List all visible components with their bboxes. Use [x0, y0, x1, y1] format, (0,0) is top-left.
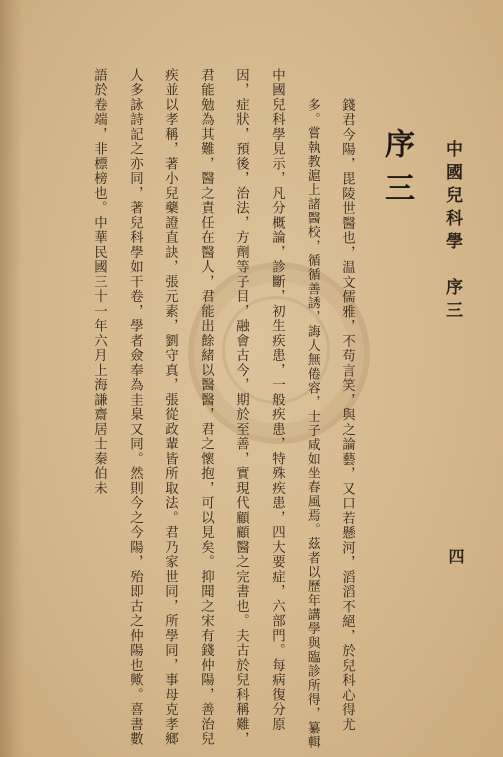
text-column-3: 中國兒科學見示，凡分概論，診斷，初生疾患，一般疾患，特殊疾患，四大要症，六部門。每病復分原: [269, 68, 285, 732]
running-title: 中國兒科學 序三: [442, 140, 462, 324]
text-column-6: 疾並以孝稱，著小兒藥證直訣，張元素，劉守真，張從政輩皆所取法。君乃家世同，所學同，事母克孝鄉: [162, 68, 178, 747]
text-column-7: 人多詠詩記之亦同，著兒科學如干卷，學者僉奉為圭臬又同。然則今之今陽，殆即古之仲陽也歟。喜書數: [127, 68, 143, 747]
text-column-1: 錢君今陽，毘陵世醫也，温文儒雅，不苟言笑，與之論藝，又口若懸河，滔滔不絕，於兒科心得尤: [339, 98, 355, 733]
text-column-2: 多。嘗執教滬上諸醫校，循循善誘，誨人無倦容，士子咸如坐春風焉。茲者以歷年講學與臨診所得，纂輯: [304, 98, 320, 750]
text-column-5: 君能勉為其難，醫之責任在醫人，君能出餘緒以醫醫，君之懷抱，可以見矣。抑聞之宋有錢仲陽，善治兒: [198, 68, 214, 747]
preface-title: 序三: [379, 128, 414, 216]
text-column-4: 因，症狀，預後，治法，方劑等子目，融會古今，期於至善，實現代顧顧醫之完書也。夫古於兒科稱難，: [233, 68, 249, 747]
binding-shadow: [0, 0, 22, 757]
text-column-8: 語於卷端，非標榜也。中華民國三十一年六月上海謙齋居士秦伯未: [91, 68, 107, 496]
page-number: 四: [446, 548, 465, 564]
